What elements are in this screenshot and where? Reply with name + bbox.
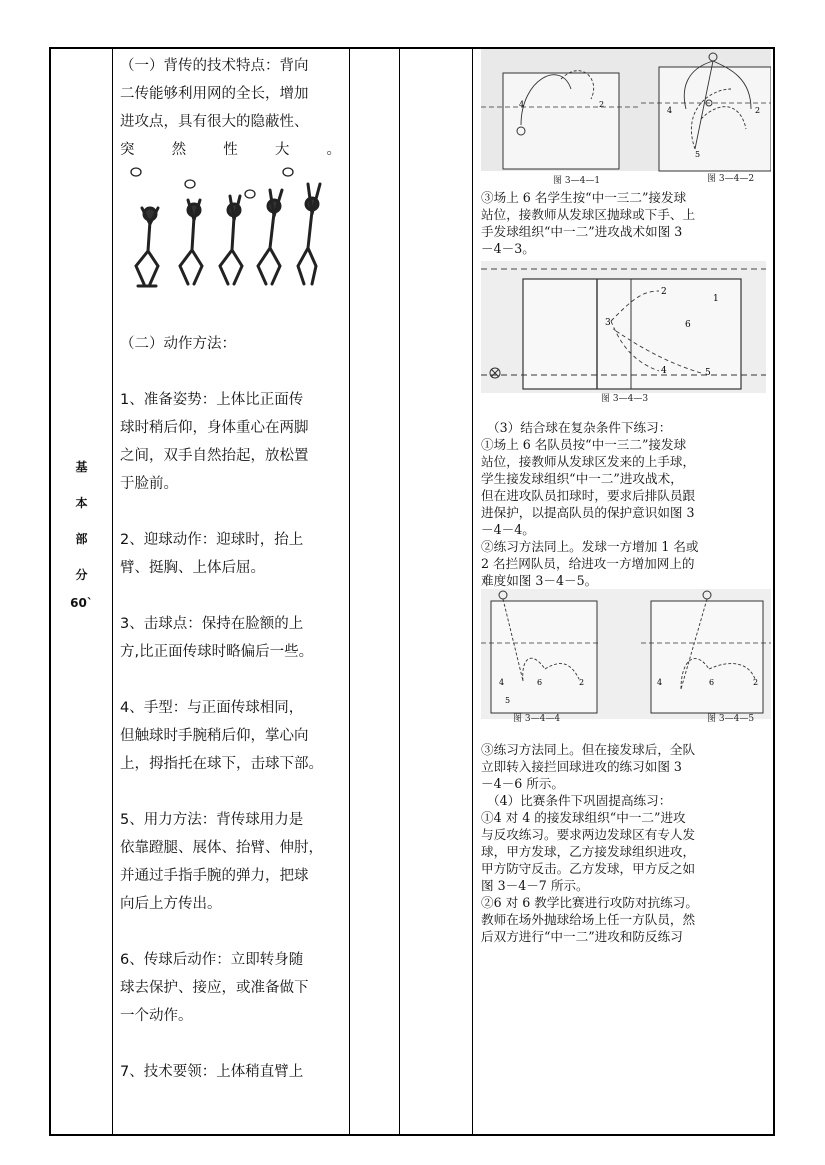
svg-text:4: 4	[657, 678, 663, 687]
text-line: 但触球时手腕稍后仰，掌心向	[120, 728, 309, 744]
text-line: 球，甲方发球，乙方接发球组织进攻，	[481, 844, 696, 859]
figure-caption: 图 3—4—4	[513, 714, 561, 724]
text-line: ③场上 6 名学生按“中一三二”接发球	[481, 190, 687, 205]
text-line: 后双方进行“中一二”进攻和防反练习	[481, 929, 683, 944]
figure-caption: 图 3—4—1	[553, 176, 601, 186]
text-line: 方,比正面传球时略偏后一些。	[120, 644, 314, 660]
svg-text:5: 5	[695, 150, 701, 159]
text-line: 球去保护、接应，或准备做下	[120, 980, 309, 996]
text-line: －4－6 所示。	[481, 776, 564, 791]
section-char: 分	[75, 568, 88, 582]
text-line: ①4 对 4 的接发球组织“中一二”进攻	[481, 810, 686, 825]
figure-caption: 图 3—4—5	[707, 714, 755, 724]
svg-text:2: 2	[753, 678, 759, 687]
court-diagram-3-4-4-and-5	[481, 589, 771, 729]
text-line: 立即转入接拦回球进攻的练习如图 3	[481, 759, 682, 774]
text-line: 上，拇指托在球下，击球下部。	[120, 756, 323, 772]
svg-text:6: 6	[709, 678, 715, 687]
text-line: 难度如图 3－4－5。	[481, 573, 598, 588]
svg-text:4: 4	[661, 366, 667, 376]
text-char: 。	[326, 142, 341, 158]
text-line: 之间，双手自然抬起，放松置	[120, 448, 309, 464]
text-line-justified	[120, 136, 341, 164]
text-line: 2、迎球动作：迎球时，抬上	[120, 532, 304, 548]
section-label	[51, 449, 112, 613]
section-char: 部	[75, 532, 88, 546]
text-line: 但在进攻队员扣球时，要求后排队员跟	[481, 488, 696, 503]
column-divider	[399, 49, 400, 1134]
text-line: 图 3－4－7 所示。	[481, 878, 589, 893]
text-line: （一）背传的技术特点：背向	[120, 58, 309, 74]
text-line: 进攻点，具有很大的隐蔽性、	[120, 114, 309, 130]
back-set-illustration	[120, 166, 330, 306]
svg-text:6: 6	[685, 320, 691, 330]
text-char: 然	[171, 142, 187, 158]
text-line: ②6 对 6 教学比赛进行攻防对抗练习。	[481, 895, 698, 910]
text-line: ①场上 6 名队员按“中一三二”接发球	[481, 437, 687, 452]
column-divider	[472, 49, 473, 1134]
text-line: 球时稍后仰，身体重心在两脚	[120, 420, 309, 436]
svg-text:2: 2	[579, 678, 585, 687]
svg-text:2: 2	[599, 100, 605, 109]
text-line: 3、击球点：保持在脸额的上	[120, 616, 304, 632]
text-line: 依靠蹬腿、展体、抬臂、伸肘，	[120, 840, 323, 856]
svg-text:3: 3	[605, 318, 611, 328]
text-line: 与反攻练习。要求两边发球区有专人发	[481, 827, 696, 842]
text-line: ③练习方法同上。但在接发球后，全队	[481, 742, 696, 757]
svg-text:4: 4	[519, 100, 525, 109]
content-column	[120, 52, 341, 1086]
svg-text:5: 5	[705, 368, 711, 378]
text-line: －4－3。	[481, 241, 535, 256]
text-line: 站位，接教师从发球区发来的上手球，	[481, 454, 696, 469]
svg-text:1: 1	[713, 294, 719, 304]
text-line: 向后上方传出。	[120, 896, 222, 912]
svg-text:5: 5	[505, 696, 511, 705]
lesson-plan-table	[49, 47, 775, 1136]
text-char: 突	[120, 142, 135, 158]
svg-text:4: 4	[499, 678, 505, 687]
text-line: （二）动作方法：	[120, 336, 236, 352]
svg-text:4: 4	[667, 106, 673, 115]
text-line: 5、用力方法：背传球用力是	[120, 812, 304, 828]
figure-caption: 图 3—4—3	[601, 394, 649, 404]
text-char: 大	[274, 142, 290, 158]
text-line: －4－4。	[481, 522, 535, 537]
text-line: 教师在场外抛球给场上任一方队员，然	[481, 912, 696, 927]
column-divider	[112, 49, 113, 1134]
text-line: （3）结合球在复杂条件下练习：	[487, 420, 672, 435]
text-line: 手发球组织“中一二”进攻战术如图 3	[481, 224, 683, 239]
text-line: 站位，接教师从发球区抛球或下手、上	[481, 207, 696, 222]
text-line: ②练习方法同上。发球一方增加 1 名或	[481, 539, 699, 554]
text-line: 2 名拦网队员，给进攻一方增加网上的	[481, 556, 695, 571]
text-line: 于脸前。	[120, 476, 178, 492]
section-char: 60`	[70, 596, 93, 610]
court-diagram-3-4-1-and-2	[481, 49, 771, 189]
text-line: 进保护，以提高队员的保护意识如图 3	[481, 505, 695, 520]
text-char: 性	[223, 142, 238, 158]
svg-text:6: 6	[537, 678, 543, 687]
svg-text:2: 2	[661, 287, 667, 297]
text-line: （4）比赛条件下巩固提高练习：	[487, 793, 672, 808]
section-char: 本	[75, 496, 88, 510]
text-line: 4、手型：与正面传球相同，	[120, 700, 304, 716]
column-divider	[349, 49, 350, 1134]
text-line: 7、技术要领：上体稍直臂上	[120, 1064, 304, 1080]
text-line: 臂、挺胸、上体后屈。	[120, 560, 265, 576]
text-line: 二传能够利用网的全长，增加	[120, 86, 309, 102]
svg-text:2: 2	[755, 106, 761, 115]
text-line: 并通过手指手腕的弹力，把球	[120, 868, 309, 884]
text-line: 一个动作。	[120, 1008, 193, 1024]
practice-column	[481, 49, 771, 945]
text-line: 甲方防守反击。乙方发球，甲方反之如	[481, 861, 696, 876]
text-line: 6、传球后动作：立即转身随	[120, 952, 304, 968]
figure-caption: 图 3—4—2	[707, 174, 755, 184]
text-line: 学生接发球组织“中一二”进攻战术，	[481, 471, 683, 486]
section-char: 基	[75, 460, 88, 474]
court-diagram-3-4-3	[481, 261, 766, 409]
text-line: 1、准备姿势：上体比正面传	[120, 392, 304, 408]
